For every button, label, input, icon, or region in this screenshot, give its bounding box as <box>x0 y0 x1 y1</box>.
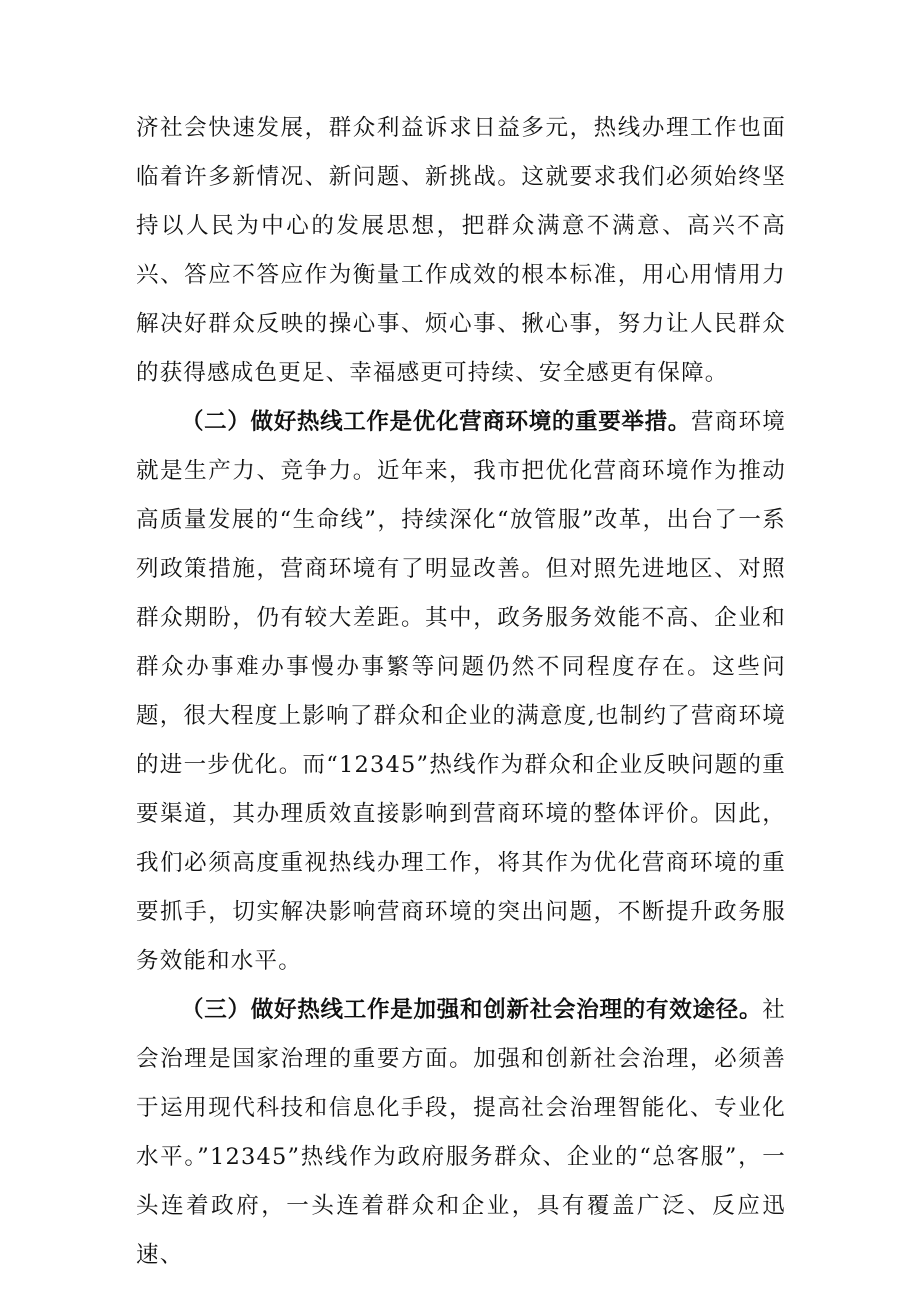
paragraph-text: 营商环境就是生产力、竞争力。近年来，我市把优化营商环境作为推动高质量发展的“生命线”，持续深化“放管服”改革，出台了一系列政策措施，营商环境有了明显改善。但对照先进地区、对照群众期盼，仍有较大差距。其中，政务服务效能不高、企业和群众办事难办事慢办事繁等问题仍然不同程度存在。这些问题，很大程度上影响了群众和企业的满意度,也制约了营商环境的进一步优化。而“12345”热线作为群众和企业反映问题的重要渠道，其办理质效直接影响到营商环境的整体评价。因此，我们必须高度重视热线办理工作，将其作为优化营商环境的重要抓手，切实解决影响营商环境的突出问题，不断提升政务服务效能和水平。 <box>136 409 786 974</box>
paragraph-section-3 <box>136 986 786 1280</box>
paragraph-text: 社会治理是国家治理的重要方面。加强和创新社会治理，必须善于运用现代科技和信息化手段，提高社会治理智能化、专业化水平。”12345”热线作为政府服务群众、企业的“总客服”，一头连着政府，一头连着群众和企业，具有覆盖广泛、反应迅速、 <box>136 997 786 1268</box>
paragraph-text: 济社会快速发展，群众利益诉求日益多元，热线办理工作也面临着许多新情况、新问题、新挑战。这就要求我们必须始终坚持以人民为中心的发展思想，把群众满意不满意、高兴不高兴、答应不答应作为衡量工作成效的根本标准，用心用情用力解决好群众反映的操心事、烦心事、揪心事，努力让人民群众的获得感成色更足、幸福感更可持续、安全感更有保障。 <box>136 115 786 386</box>
document-body <box>136 104 786 1280</box>
paragraph-continuation <box>136 104 786 398</box>
section-heading: （二）做好热线工作是优化营商环境的重要举措。 <box>181 409 691 435</box>
section-heading: （三）做好热线工作是加强和创新社会治理的有效途径。 <box>181 997 763 1023</box>
paragraph-section-2 <box>136 398 786 986</box>
